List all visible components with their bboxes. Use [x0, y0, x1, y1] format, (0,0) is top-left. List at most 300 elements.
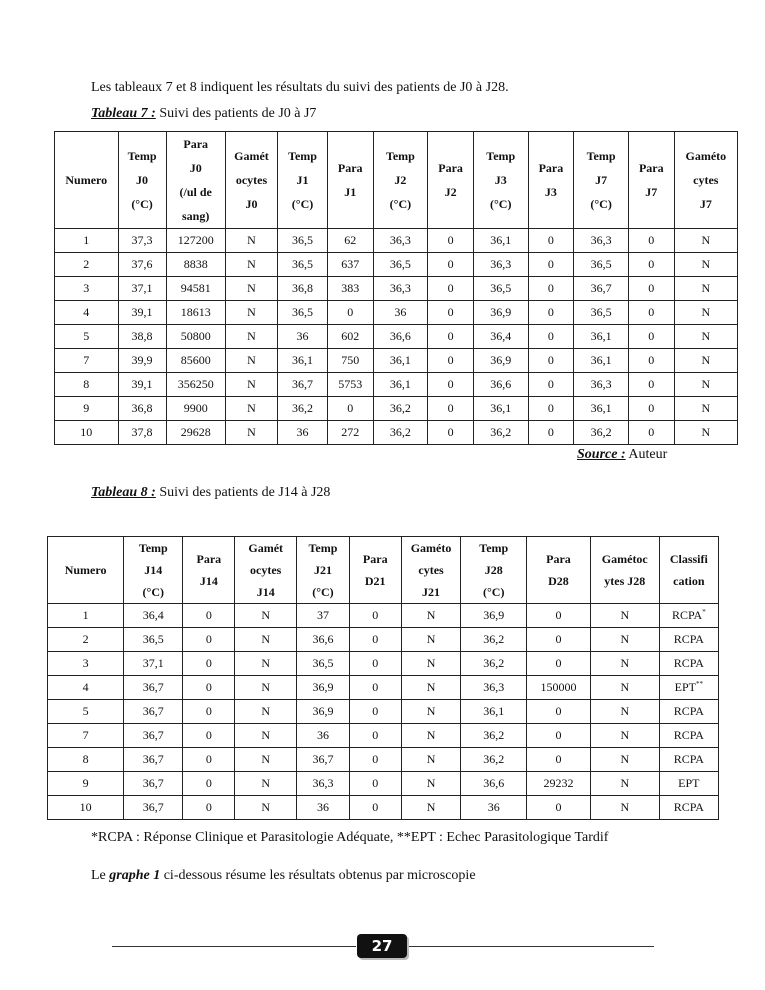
table7-header-cell: [574, 132, 629, 229]
table-row: [48, 796, 719, 820]
table-cell: 36,3: [373, 277, 428, 301]
table-cell: 36,1: [373, 373, 428, 397]
table8-body: [48, 604, 719, 820]
graph-sentence-label: graphe 1: [109, 868, 161, 883]
table7-header-text: J0: [189, 161, 202, 175]
table-cell: N: [401, 724, 461, 748]
table-cell: 9900: [166, 397, 225, 421]
table8-header-text: (°C): [312, 585, 334, 599]
table-cell: N: [401, 652, 461, 676]
table-cell: 36,9: [473, 349, 528, 373]
source-text: Auteur: [625, 447, 668, 462]
table7-caption-label: Tableau 7 :: [91, 106, 156, 121]
table-cell: RCPA: [659, 628, 718, 652]
table-cell: N: [674, 277, 737, 301]
table-cell: N: [590, 604, 659, 628]
table-cell: 2: [48, 628, 124, 652]
table-cell: 36,3: [297, 772, 350, 796]
table-cell: 36,2: [373, 397, 428, 421]
table-cell: 36,2: [473, 421, 528, 445]
footer-rule-left: [112, 946, 356, 947]
table-cell: N: [674, 397, 737, 421]
table-cell: 37,1: [124, 652, 183, 676]
table-cell: 37,3: [118, 229, 166, 253]
table-cell: 0: [628, 397, 674, 421]
table-cell: 36,7: [574, 277, 629, 301]
table-cell: 0: [327, 397, 373, 421]
table-cell: N: [235, 628, 297, 652]
table-cell: 0: [349, 652, 401, 676]
table8-header-cell: [124, 537, 183, 604]
table8-header-text: ocytes: [250, 563, 282, 577]
table-cell: 0: [628, 277, 674, 301]
table-row: [48, 604, 719, 628]
table-cell: 36,7: [124, 772, 183, 796]
table8-header-cell: [235, 537, 297, 604]
table7-header-text: Temp: [486, 149, 516, 163]
graph-sentence-after: ci-dessous résume les résultats obtenus par microscopie: [160, 868, 476, 883]
table-cell: 29232: [527, 772, 591, 796]
table-cell: 0: [183, 628, 235, 652]
table8-header-text: (°C): [483, 585, 505, 599]
table-cell: 0: [527, 652, 591, 676]
table-cell: 0: [183, 700, 235, 724]
table-cell: 36,7: [297, 748, 350, 772]
table-cell: 3: [55, 277, 119, 301]
table7-header-text: (°C): [490, 197, 512, 211]
table-cell: 0: [428, 325, 474, 349]
table8: [47, 536, 719, 820]
table-cell: 0: [528, 253, 574, 277]
table-cell: 0: [349, 724, 401, 748]
table8-header-cell: [349, 537, 401, 604]
table-cell: 0: [528, 277, 574, 301]
table7-header-row: [55, 132, 738, 229]
table-cell: 36,5: [297, 652, 350, 676]
table8-header-text: Gaméto: [410, 541, 452, 555]
table-cell: 36,1: [373, 349, 428, 373]
table7-header-cell: [166, 132, 225, 229]
table-cell: N: [235, 676, 297, 700]
table-cell: 0: [527, 628, 591, 652]
table-cell: 10: [55, 421, 119, 445]
table8-caption-label: Tableau 8 :: [91, 485, 156, 500]
table8-header-text: J28: [484, 563, 503, 577]
table7-header-text: Temp: [385, 149, 415, 163]
table-cell: 602: [327, 325, 373, 349]
table-cell: 0: [628, 373, 674, 397]
table7-header-text: J1: [296, 173, 309, 187]
table-cell: N: [401, 676, 461, 700]
table8-header-cell: [183, 537, 235, 604]
table-cell: 36,9: [473, 301, 528, 325]
table8-header-text: Numero: [64, 563, 107, 577]
table-cell: N: [674, 253, 737, 277]
table-row: [55, 421, 738, 445]
table-cell: N: [401, 748, 461, 772]
table-cell: 9: [55, 397, 119, 421]
table7-header-text: sang): [182, 209, 210, 223]
table8-header-text: Para: [196, 552, 222, 566]
source-line: [577, 447, 667, 463]
table-row: [55, 373, 738, 397]
table-cell: 8: [48, 748, 124, 772]
table-cell: 0: [527, 700, 591, 724]
table7-header-text: (/ul de: [179, 185, 212, 199]
table-cell: 127200: [166, 229, 225, 253]
table-cell: 0: [349, 748, 401, 772]
table-cell: RCPA: [659, 724, 718, 748]
table8-caption-text: Suivi des patients de J14 à J28: [155, 485, 331, 500]
table-cell: 0: [528, 373, 574, 397]
table-cell: 0: [428, 253, 474, 277]
table-cell: 36,7: [278, 373, 328, 397]
table-cell: 36,5: [574, 253, 629, 277]
table-cell: 36,9: [461, 604, 527, 628]
table-cell: 4: [55, 301, 119, 325]
table-row: [55, 349, 738, 373]
table-cell: 3: [48, 652, 124, 676]
table7-header-text: Numero: [65, 173, 108, 187]
table-cell: N: [235, 796, 297, 820]
table7-header-text: Para: [183, 137, 209, 151]
table-cell: 39,1: [118, 301, 166, 325]
table-cell: 0: [327, 301, 373, 325]
table-cell: N: [225, 253, 277, 277]
table-cell: 38,8: [118, 325, 166, 349]
table-cell: 750: [327, 349, 373, 373]
table-cell: 637: [327, 253, 373, 277]
table7-header-text: Para: [638, 161, 664, 175]
table-cell: 36,7: [124, 700, 183, 724]
table-row: [48, 748, 719, 772]
table-cell: N: [401, 628, 461, 652]
page-number: 27: [357, 934, 407, 958]
table-cell: N: [674, 229, 737, 253]
table-cell: 0: [528, 325, 574, 349]
table-cell: 36,1: [473, 397, 528, 421]
table-cell: 36: [461, 796, 527, 820]
table7-header-text: Temp: [288, 149, 317, 163]
table-cell: 36: [297, 724, 350, 748]
table-cell: RCPA*: [659, 604, 718, 628]
table-cell: 36,6: [373, 325, 428, 349]
table7-body: [55, 229, 738, 445]
table-cell: 9: [48, 772, 124, 796]
table-row: [48, 700, 719, 724]
table-row: [55, 325, 738, 349]
table-cell: 0: [528, 301, 574, 325]
table8-header-text: Temp: [308, 541, 338, 555]
graph-sentence-before: Le: [91, 868, 110, 883]
table-cell: 0: [183, 676, 235, 700]
table-cell: 1: [48, 604, 124, 628]
table-cell: 0: [349, 628, 401, 652]
table8-header-cell: [297, 537, 350, 604]
table-cell: 36,3: [574, 373, 629, 397]
table7-header-text: Para: [337, 161, 363, 175]
table-cell: 383: [327, 277, 373, 301]
table7-header-text: Para: [538, 161, 564, 175]
table-row: [55, 301, 738, 325]
table-cell: 36,3: [574, 229, 629, 253]
table-cell: 36,5: [473, 277, 528, 301]
table-cell: 36,3: [473, 253, 528, 277]
table-cell: 356250: [166, 373, 225, 397]
table-cell: RCPA: [659, 652, 718, 676]
table-cell: N: [401, 700, 461, 724]
table-cell: 0: [628, 229, 674, 253]
table7-header-text: J7: [595, 173, 608, 187]
table8-header-text: D28: [548, 574, 569, 588]
table-cell: N: [590, 748, 659, 772]
table8-header-text: Classifi: [669, 552, 708, 566]
table-cell: N: [674, 301, 737, 325]
table-cell: N: [225, 301, 277, 325]
table-cell: 36,5: [278, 301, 328, 325]
table7-header-cell: [373, 132, 428, 229]
table7-header-text: (°C): [590, 197, 612, 211]
table7-header-text: J1: [344, 185, 357, 199]
table7-header-text: (°C): [131, 197, 153, 211]
footnote-marker: **: [696, 680, 704, 688]
table-cell: 1: [55, 229, 119, 253]
table-cell: 2: [55, 253, 119, 277]
table-cell: 36: [373, 301, 428, 325]
table-cell: 0: [428, 349, 474, 373]
table-cell: N: [590, 628, 659, 652]
table-row: [55, 277, 738, 301]
table-cell: N: [225, 373, 277, 397]
table8-header-text: D21: [364, 574, 386, 588]
footnote: *RCPA : Réponse Clinique et Parasitologie Adéquate, **EPT : Echec Parasitologique Tardif: [91, 830, 609, 845]
table8-header-text: cytes: [418, 563, 444, 577]
table-cell: 0: [349, 796, 401, 820]
table7-header-cell: [118, 132, 166, 229]
table-row: [48, 652, 719, 676]
table8-header-cell: [401, 537, 461, 604]
table-cell: N: [235, 700, 297, 724]
table7-header-cell: [674, 132, 737, 229]
table-cell: 0: [428, 421, 474, 445]
table8-header-text: J21: [313, 563, 332, 577]
table-cell: 0: [628, 301, 674, 325]
table-cell: 36,1: [278, 349, 328, 373]
table7-header-cell: [628, 132, 674, 229]
table-cell: N: [590, 652, 659, 676]
table7-header-text: Gamét: [234, 149, 269, 163]
table-cell: N: [674, 373, 737, 397]
table-cell: 0: [527, 724, 591, 748]
footnote-marker: *: [702, 608, 706, 616]
table-cell: RCPA: [659, 796, 718, 820]
table-cell: 150000: [527, 676, 591, 700]
table-cell: 0: [183, 748, 235, 772]
table-cell: 0: [628, 253, 674, 277]
table-cell: 0: [349, 772, 401, 796]
table-cell: N: [235, 604, 297, 628]
table7-header-cell: [428, 132, 474, 229]
table-cell: 0: [527, 796, 591, 820]
table8-caption: [91, 485, 330, 501]
table-cell: 0: [183, 724, 235, 748]
table7-header-cell: [528, 132, 574, 229]
table-cell: 36,1: [574, 397, 629, 421]
table7-header-text: J3: [494, 173, 507, 187]
table-cell: N: [225, 397, 277, 421]
table-cell: 39,9: [118, 349, 166, 373]
table8-header-row: [48, 537, 719, 604]
table-cell: 0: [428, 373, 474, 397]
table-cell: 0: [428, 301, 474, 325]
table-cell: 0: [349, 604, 401, 628]
table-cell: N: [225, 421, 277, 445]
table-cell: 0: [528, 349, 574, 373]
table8-header-text: Gamét: [248, 541, 284, 555]
table-cell: 36,6: [461, 772, 527, 796]
table-cell: 0: [428, 397, 474, 421]
table7-header-text: J0: [245, 197, 258, 211]
table8-header-text: J14: [144, 563, 163, 577]
table8-header-text: J21: [422, 585, 441, 599]
table-cell: 4: [48, 676, 124, 700]
table-cell: 36,5: [373, 253, 428, 277]
table-cell: 36,1: [574, 349, 629, 373]
table-cell: 36,1: [574, 325, 629, 349]
table7-header-text: J0: [136, 173, 149, 187]
footer-rule-right: [408, 946, 654, 947]
table-cell: 36,5: [124, 628, 183, 652]
table-cell: 5753: [327, 373, 373, 397]
table-cell: 0: [183, 604, 235, 628]
table-cell: 36,5: [278, 229, 328, 253]
table-cell: 0: [527, 748, 591, 772]
table-cell: 94581: [166, 277, 225, 301]
table-cell: 36,3: [461, 676, 527, 700]
table-row: [55, 397, 738, 421]
table8-header-text: J14: [256, 585, 275, 599]
table-cell: N: [590, 796, 659, 820]
table-cell: 36,5: [278, 253, 328, 277]
table-cell: 39,1: [118, 373, 166, 397]
table-row: [55, 229, 738, 253]
table8-header-cell: [527, 537, 591, 604]
table8-header-cell: [48, 537, 124, 604]
table-cell: 5: [48, 700, 124, 724]
table-cell: 36: [278, 325, 328, 349]
table-cell: 0: [428, 277, 474, 301]
table-cell: 36,4: [473, 325, 528, 349]
table-cell: 8838: [166, 253, 225, 277]
table-cell: 0: [349, 676, 401, 700]
table-cell: 36,8: [118, 397, 166, 421]
table-cell: 0: [528, 397, 574, 421]
table7-header-text: J2: [444, 185, 457, 199]
table-cell: N: [235, 724, 297, 748]
table-cell: 36,7: [124, 724, 183, 748]
table-cell: N: [401, 772, 461, 796]
table-cell: 29628: [166, 421, 225, 445]
table-cell: 36,1: [461, 700, 527, 724]
table-cell: N: [225, 349, 277, 373]
table8-header-cell: [590, 537, 659, 604]
table-cell: 62: [327, 229, 373, 253]
table-cell: 272: [327, 421, 373, 445]
table7-header-cell: [225, 132, 277, 229]
table-cell: 0: [528, 421, 574, 445]
graph-sentence: [91, 868, 476, 884]
table-row: [48, 628, 719, 652]
table-cell: 0: [628, 421, 674, 445]
table-cell: 36,2: [461, 652, 527, 676]
table-cell: 36,2: [278, 397, 328, 421]
table-cell: 10: [48, 796, 124, 820]
table7-header-text: Gaméto: [685, 149, 727, 163]
table7-header-text: Para: [438, 161, 463, 175]
table-cell: 36,2: [373, 421, 428, 445]
table-cell: 0: [183, 796, 235, 820]
table-cell: 0: [528, 229, 574, 253]
table-cell: N: [674, 349, 737, 373]
table-cell: 36,6: [473, 373, 528, 397]
table-cell: 36,2: [574, 421, 629, 445]
table8-header-text: Para: [546, 552, 571, 566]
table8-header-text: ytes J28: [604, 574, 646, 588]
table8-header-cell: [461, 537, 527, 604]
table7-header-text: ocytes: [235, 173, 268, 187]
table-cell: 37,1: [118, 277, 166, 301]
table8-header-text: Temp: [479, 541, 509, 555]
table-cell: 37,8: [118, 421, 166, 445]
table-cell: N: [590, 772, 659, 796]
table-cell: 7: [55, 349, 119, 373]
table-cell: N: [225, 229, 277, 253]
table-cell: 37,6: [118, 253, 166, 277]
table-cell: N: [590, 700, 659, 724]
table-cell: 36,2: [461, 628, 527, 652]
table-row: [55, 253, 738, 277]
table8-header-text: cation: [673, 574, 705, 588]
table-cell: N: [401, 796, 461, 820]
table-cell: 0: [183, 652, 235, 676]
table7-header-text: J7: [699, 197, 712, 211]
table-cell: 36: [278, 421, 328, 445]
table-cell: N: [674, 421, 737, 445]
table8-header-text: Gamétoc: [601, 552, 648, 566]
source-label: Source :: [577, 447, 626, 462]
table-cell: 36: [297, 796, 350, 820]
table-cell: N: [225, 325, 277, 349]
table7-caption-text: Suivi des patients de J0 à J7: [155, 106, 317, 121]
table-cell: 36,2: [461, 748, 527, 772]
table-cell: 50800: [166, 325, 225, 349]
table7-header-text: (°C): [291, 197, 314, 211]
table-cell: N: [235, 772, 297, 796]
table7-header-text: Temp: [586, 149, 616, 163]
table-cell: 85600: [166, 349, 225, 373]
table7-header-cell: [327, 132, 373, 229]
table-cell: RCPA: [659, 748, 718, 772]
table7-header-text: J2: [394, 173, 407, 187]
table-cell: N: [590, 724, 659, 748]
table-cell: 36,2: [461, 724, 527, 748]
table-cell: N: [225, 277, 277, 301]
table-cell: 36,5: [574, 301, 629, 325]
table7-header-text: J7: [645, 185, 658, 199]
intro-paragraph: Les tableaux 7 et 8 indiquent les résultats du suivi des patients de J0 à J28.: [91, 80, 509, 95]
table-cell: 0: [349, 700, 401, 724]
table-cell: 0: [183, 772, 235, 796]
